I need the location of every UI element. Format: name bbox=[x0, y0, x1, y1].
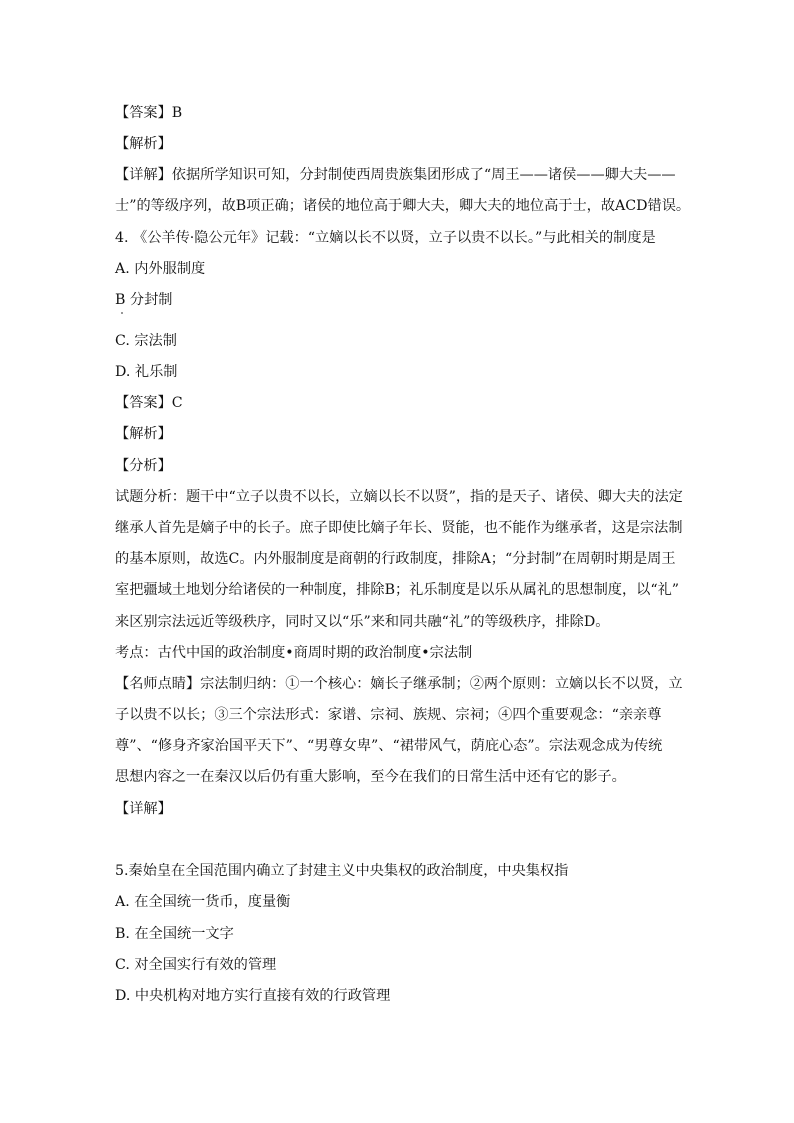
q5-option-c: C. 对全国实行有效的管理 bbox=[115, 957, 277, 973]
q4-analysis-heading: 【解析】 bbox=[115, 426, 172, 442]
q4-mingshi-line: 子以贵不以长；③三个宗法形式：家谱、宗祠、族规、宗祠；④四个重要观念：“亲亲尊 bbox=[115, 707, 662, 723]
q3-analysis-heading: 【解析】 bbox=[115, 136, 172, 152]
q5-option-b: B. 在全国统一文字 bbox=[115, 926, 234, 942]
stray-dot bbox=[121, 312, 123, 314]
q4-answer: 【答案】C bbox=[115, 395, 183, 411]
q4-fenxi-heading: 【分析】 bbox=[115, 458, 172, 474]
q4-option-c: C. 宗法制 bbox=[115, 333, 177, 349]
q4-detail-heading: 【详解】 bbox=[115, 801, 172, 817]
q5-option-a: A. 在全国统一货币，度量衡 bbox=[115, 894, 291, 910]
q4-fenxi-line: 试题分析：题干中“立子以贵不以长，立嫡以长不以贤”，指的是天子、诸侯、卿大夫的法定 bbox=[115, 489, 683, 505]
q4-mingshi-line: 尊”、“修身齐家治国平天下”、“男尊女卑”、“裙带风气，荫庇心态”。宗法观念成为传统 bbox=[115, 738, 663, 754]
q4-option-b: B 分封制 bbox=[115, 292, 173, 308]
q4-question: 4. 《公羊传·隐公元年》记载：“立嫡以长不以贤，立子以贵不以长。”与此相关的制度是 bbox=[115, 230, 656, 246]
q4-fenxi-line: 来区别宗法远近等级秩序，同时又以“乐”来和同共融“礼”的等级秩序，排除D。 bbox=[115, 614, 610, 630]
q4-mingshi-line: 【名师点睛】宗法制归纳：①一个核心：嫡长子继承制；②两个原则：立嫡以长不以贤，立 bbox=[115, 676, 683, 692]
q3-detail-line: 士”的等级序列，故B项正确；诸侯的地位高于卿大夫，卿大夫的地位高于士，故ACD错误。 bbox=[115, 198, 691, 214]
q4-option-d: D. 礼乐制 bbox=[115, 364, 178, 380]
q3-detail-line: 【详解】依据所学知识可知，分封制使西周贵族集团形成了“周王——诸侯——卿大夫—— bbox=[115, 167, 676, 183]
q4-kaodian: 考点：古代中国的政治制度•商周时期的政治制度•宗法制 bbox=[115, 645, 473, 661]
q4-option-a: A. 内外服制度 bbox=[115, 261, 206, 277]
q5-question: 5.秦始皇在全国范围内确立了封建主义中央集权的政治制度，中央集权指 bbox=[115, 863, 569, 879]
q4-mingshi-line: 思想内容之一在秦汉以后仍有重大影响，至今在我们的日常生活中还有它的影子。 bbox=[115, 769, 626, 785]
q4-fenxi-line: 室把疆域土地划分给诸侯的一种制度，排除B；礼乐制度是以乐从属礼的思想制度，以“礼” bbox=[115, 582, 680, 598]
q3-answer: 【答案】B bbox=[115, 105, 183, 121]
q5-option-d: D. 中央机构对地方实行直接有效的行政管理 bbox=[115, 988, 391, 1004]
q4-fenxi-line: 继承人首先是嫡子中的长子。庶子即使比嫡子年长、贤能，也不能作为继承者，这是宗法制 bbox=[115, 520, 683, 536]
q4-fenxi-line: 的基本原则，故选C。内外服制度是商朝的行政制度，排除A；“分封制”在周朝时期是周王 bbox=[115, 551, 676, 567]
